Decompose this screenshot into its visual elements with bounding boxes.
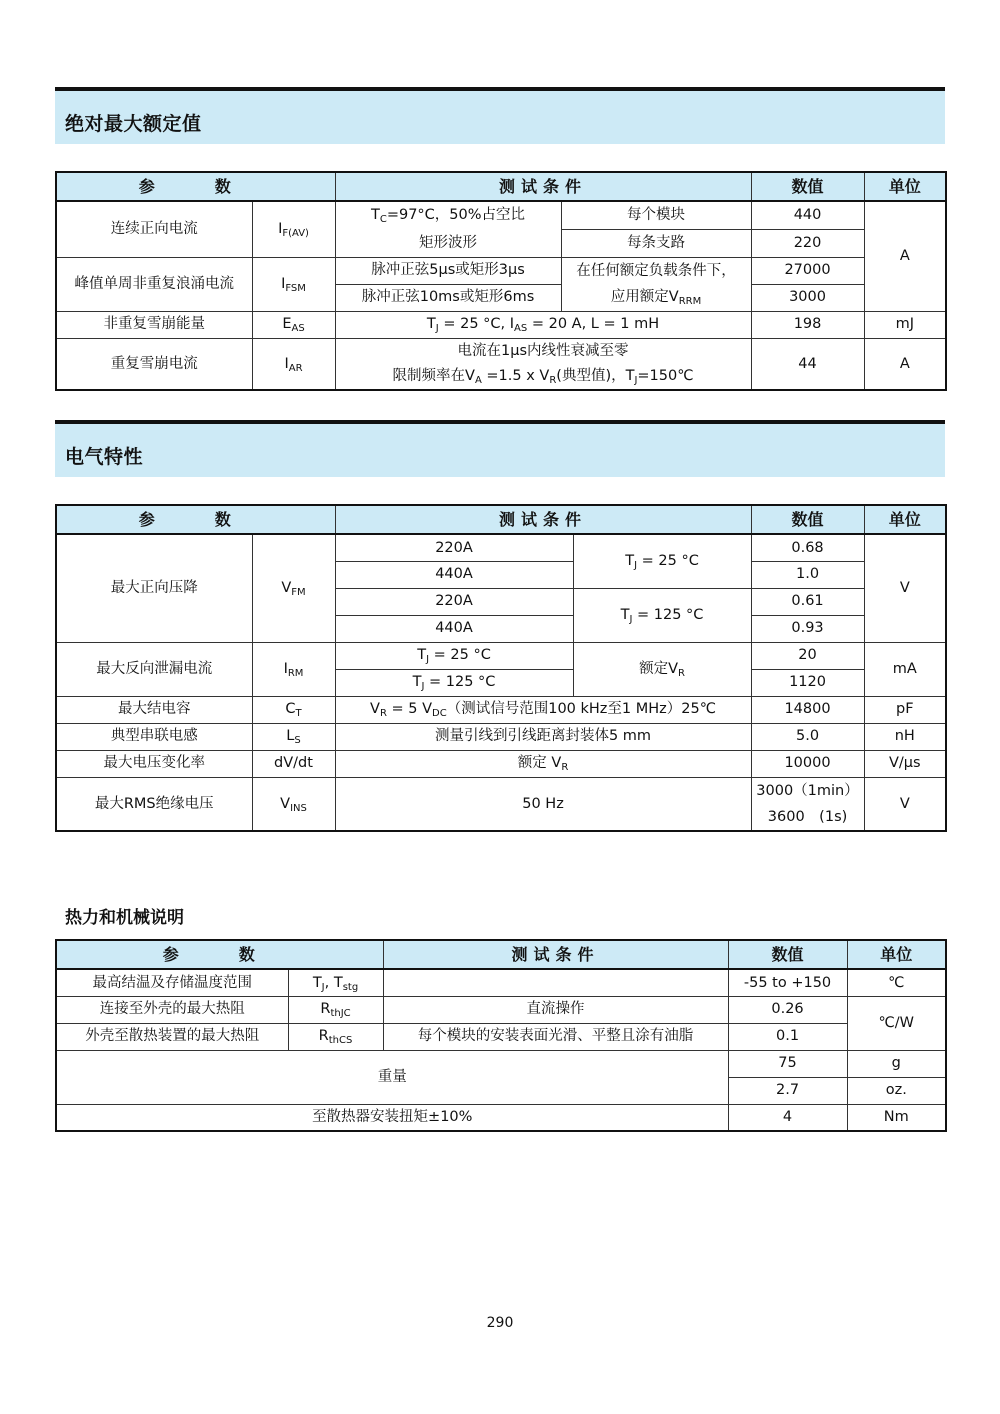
param-name: 最大电压变化率 bbox=[56, 750, 252, 777]
value: 220 bbox=[751, 229, 864, 257]
header-unit: 单位 bbox=[864, 505, 946, 534]
value: 5.0 bbox=[751, 723, 864, 750]
header-unit: 单位 bbox=[864, 172, 946, 201]
value: 14800 bbox=[751, 696, 864, 723]
unit: A bbox=[864, 201, 946, 311]
unit: A bbox=[864, 338, 946, 390]
table-row bbox=[56, 696, 946, 723]
unit: mJ bbox=[864, 311, 946, 338]
param-symbol: $I_{F(AV)}$ bbox=[252, 201, 335, 257]
header-value: 数值 bbox=[728, 940, 847, 969]
condition: 直流操作 bbox=[383, 996, 728, 1023]
condition: 每个模块的安装表面光滑、平整且涂有油脂 bbox=[383, 1023, 728, 1050]
header-value: 数值 bbox=[751, 505, 864, 534]
value: 0.68 bbox=[751, 534, 864, 561]
param-name: 典型串联电感 bbox=[56, 723, 252, 750]
condition: $T_J = 25$ °C bbox=[335, 642, 573, 669]
value: 2.7 bbox=[728, 1077, 847, 1104]
electrical-table bbox=[55, 504, 947, 832]
param-symbol: $I_{FSM}$ bbox=[252, 257, 335, 311]
value: 198 bbox=[751, 311, 864, 338]
param-name: 最大结电容 bbox=[56, 696, 252, 723]
header-param: 参 数 bbox=[56, 940, 383, 969]
condition: 50 Hz bbox=[335, 777, 751, 831]
section-title: 电气特性 bbox=[65, 446, 144, 468]
unit: V bbox=[864, 777, 946, 831]
value: 75 bbox=[728, 1050, 847, 1077]
condition: $T_C=97^\circ C$，50%占空比 bbox=[335, 201, 561, 229]
table-row bbox=[56, 969, 946, 996]
condition: 脉冲正弦10ms或矩形6ms bbox=[335, 284, 561, 311]
header-param: 参 数 bbox=[56, 172, 335, 201]
table-row bbox=[56, 642, 946, 669]
absolute-ratings-table bbox=[55, 171, 947, 391]
value: -55 to +150 bbox=[728, 969, 847, 996]
value: 20 bbox=[751, 642, 864, 669]
header-param: 参 数 bbox=[56, 505, 335, 534]
unit: pF bbox=[864, 696, 946, 723]
table-row bbox=[56, 338, 946, 390]
condition: 440A bbox=[335, 615, 573, 642]
value: 3000（1min） 3600 (1s) bbox=[751, 777, 864, 831]
param-name: 连接至外壳的最大热阻 bbox=[56, 996, 288, 1023]
condition: 额定$V_R$ bbox=[573, 642, 751, 696]
value: 4 bbox=[728, 1104, 847, 1131]
param-name: 至散热器安装扭矩±10% bbox=[56, 1104, 728, 1131]
condition: 矩形波形 bbox=[335, 229, 561, 257]
condition: $T_J = 125$ °C bbox=[573, 588, 751, 642]
section-title: 绝对最大额定值 bbox=[65, 113, 202, 135]
condition: $V_R = 5$ $V_{DC}$（测试信号范围100 kHz至1 MHz）25℃ bbox=[335, 696, 751, 723]
condition: 在任何额定负载条件下， bbox=[561, 257, 751, 284]
unit: oz. bbox=[847, 1077, 946, 1104]
value: 3000 bbox=[751, 284, 864, 311]
param-symbol: $V_{INS}$ bbox=[252, 777, 335, 831]
table-row bbox=[56, 996, 946, 1023]
condition: 电流在1μs内线性衰减至零 限制频率在$V_A =1.5$ x $V_R$(典型值)，$T_J=150℃$ bbox=[335, 338, 751, 390]
table-header-row bbox=[56, 940, 946, 969]
table-header-row bbox=[56, 505, 946, 534]
table-header-row bbox=[56, 172, 946, 201]
unit: nH bbox=[864, 723, 946, 750]
condition: 440A bbox=[335, 561, 573, 588]
param-symbol: $V_{FM}$ bbox=[252, 534, 335, 642]
value: 1.0 bbox=[751, 561, 864, 588]
param-symbol: $I_{RM}$ bbox=[252, 642, 335, 696]
header-cond: 测试条件 bbox=[335, 172, 751, 201]
table-row bbox=[56, 777, 946, 831]
header-unit: 单位 bbox=[847, 940, 946, 969]
param-name: 最大正向压降 bbox=[56, 534, 252, 642]
condition: 额定 $V_R$ bbox=[335, 750, 751, 777]
param-name: 最高结温及存储温度范围 bbox=[56, 969, 288, 996]
condition: 220A bbox=[335, 534, 573, 561]
unit: ℃/W bbox=[847, 996, 946, 1050]
param-symbol: $E_{AS}$ bbox=[252, 311, 335, 338]
unit: V bbox=[864, 534, 946, 642]
unit: mA bbox=[864, 642, 946, 696]
param-symbol: $R_{thCS}$ bbox=[288, 1023, 383, 1050]
condition: $T_J = 25$ °C bbox=[573, 534, 751, 588]
section-header-absolute-ratings bbox=[55, 87, 945, 144]
value: 27000 bbox=[751, 257, 864, 284]
header-cond: 测试条件 bbox=[383, 940, 728, 969]
value: 0.26 bbox=[728, 996, 847, 1023]
param-name: 非重复雪崩能量 bbox=[56, 311, 252, 338]
condition: 每个模块 bbox=[561, 201, 751, 229]
condition: 220A bbox=[335, 588, 573, 615]
table-row bbox=[56, 534, 946, 561]
condition: $T_J = 125$ °C bbox=[335, 669, 573, 696]
table-row bbox=[56, 1023, 946, 1050]
param-name: 最大反向泄漏电流 bbox=[56, 642, 252, 696]
condition: 应用额定$V_{RRM}$ bbox=[561, 284, 751, 311]
table-row bbox=[56, 311, 946, 338]
param-name: 连续正向电流 bbox=[56, 201, 252, 257]
param-name: 外壳至散热装置的最大热阻 bbox=[56, 1023, 288, 1050]
page-number: 290 bbox=[486, 1315, 514, 1331]
value: 440 bbox=[751, 201, 864, 229]
param-name: 峰值单周非重复浪涌电流 bbox=[56, 257, 252, 311]
value: 1120 bbox=[751, 669, 864, 696]
param-symbol: $L_S$ bbox=[252, 723, 335, 750]
section-title-thermal: 热力和机械说明 bbox=[65, 908, 184, 928]
value: 44 bbox=[751, 338, 864, 390]
condition bbox=[383, 969, 728, 996]
value: 0.93 bbox=[751, 615, 864, 642]
param-symbol: dV/dt bbox=[252, 750, 335, 777]
header-value: 数值 bbox=[751, 172, 864, 201]
value: 0.61 bbox=[751, 588, 864, 615]
unit: Nm bbox=[847, 1104, 946, 1131]
header-cond: 测试条件 bbox=[335, 505, 751, 534]
table-row bbox=[56, 201, 946, 229]
table-row bbox=[56, 1050, 946, 1077]
param-name: 最大RMS绝缘电压 bbox=[56, 777, 252, 831]
unit: ℃ bbox=[847, 969, 946, 996]
condition: 测量引线到引线距离封装体5 mm bbox=[335, 723, 751, 750]
value: 0.1 bbox=[728, 1023, 847, 1050]
param-symbol: $C_T$ bbox=[252, 696, 335, 723]
condition: $T_J = 25$ °C, $I_{AS} = 20$ A, L = 1 mH bbox=[335, 311, 751, 338]
table-row bbox=[56, 750, 946, 777]
condition: 脉冲正弦5μs或矩形3μs bbox=[335, 257, 561, 284]
unit: V/μs bbox=[864, 750, 946, 777]
table-row bbox=[56, 723, 946, 750]
param-symbol: $I_{AR}$ bbox=[252, 338, 335, 390]
thermal-table bbox=[55, 939, 947, 1132]
value: 10000 bbox=[751, 750, 864, 777]
param-name: 重复雪崩电流 bbox=[56, 338, 252, 390]
param-symbol: $R_{thJC}$ bbox=[288, 996, 383, 1023]
param-symbol: $T_J$, $T_{stg}$ bbox=[288, 969, 383, 996]
table-row bbox=[56, 1104, 946, 1131]
condition: 每条支路 bbox=[561, 229, 751, 257]
section-header-electrical bbox=[55, 420, 945, 477]
unit: g bbox=[847, 1050, 946, 1077]
table-row bbox=[56, 257, 946, 284]
param-name: 重量 bbox=[56, 1050, 728, 1104]
